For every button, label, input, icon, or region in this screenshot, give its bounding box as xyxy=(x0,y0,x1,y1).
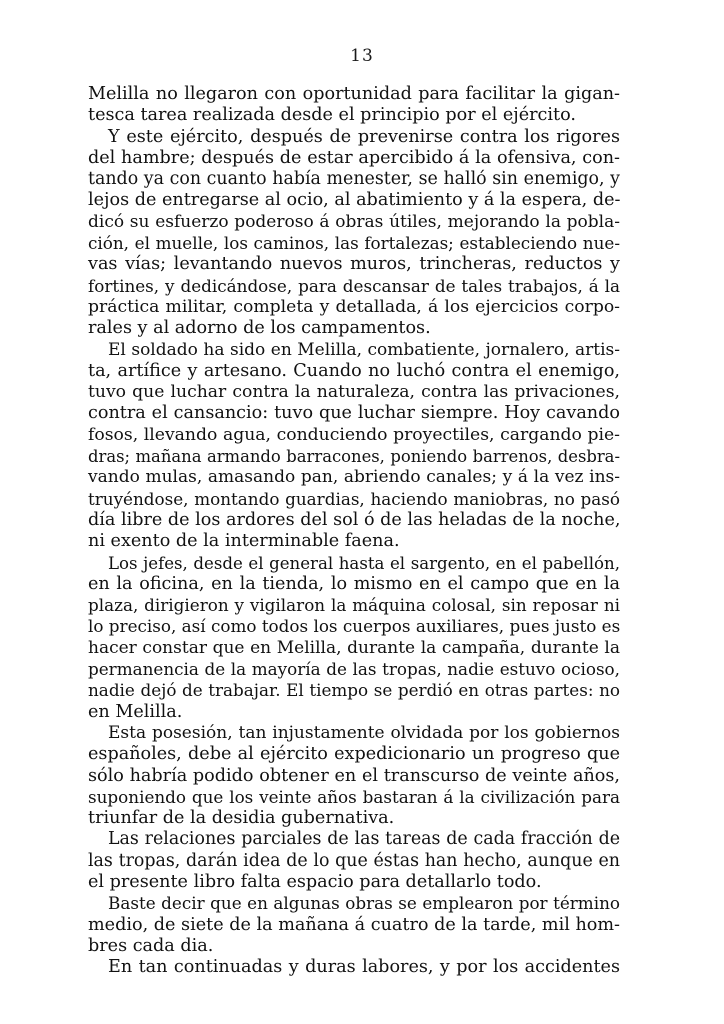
text-line: bres cada dia. xyxy=(88,935,214,956)
text-line: fortines, y dedicándose, para descansar de tales trabajos, á la xyxy=(88,275,620,296)
text-line: dras; mañana armando barracones, poniendo barrenos, desbra- xyxy=(88,447,620,467)
text-line: contra el cansancio: tuvo que luchar siempre. Hoy cavando xyxy=(88,403,620,424)
text-line: en la oficina, en la tienda, lo mismo en el campo que en la xyxy=(88,573,620,594)
text-line: ción, el muelle, los caminos, las fortalezas; estableciendo nue- xyxy=(88,233,620,254)
text-line: las tropas, darán idea de lo que éstas han hecho, aunque en xyxy=(88,850,620,871)
text-line: del hambre; después de estar apercibido á la ofensiva, con- xyxy=(88,147,620,168)
text-line: Melilla no llegaron con oportunidad para facilitar la gigan- xyxy=(88,84,620,104)
text-line: hacer constar que en Melilla, durante la campaña, durante la xyxy=(88,637,620,658)
text-line: Esta posesión, tan injustamente olvidada por los gobiernos xyxy=(108,722,620,743)
text-line: Las relaciones parciales de las tareas de cada fracción de xyxy=(108,829,620,850)
text-line: plaza, dirigieron y vigilaron la máquina colosal, sin reposar ni xyxy=(88,595,620,616)
text-line: medio, de siete de la mañana á cuatro de la tarde, mil hom- xyxy=(88,914,620,935)
text-line: vas vías; levantando nuevos muros, trincheras, reductos y xyxy=(88,254,620,275)
text-line: fosos, llevando agua, conduciendo proyectiles, cargando pie- xyxy=(88,424,620,445)
text-line: Los jefes, desde el general hasta el sargento, en el pabellón, xyxy=(108,553,620,573)
text-line: ni exento de la interminable faena. xyxy=(88,531,400,552)
text-line: El soldado ha sido en Melilla, combatiente, jornalero, artis- xyxy=(108,339,620,360)
text-line: en Melilla. xyxy=(88,701,183,722)
text-line: dicó su esfuerzo poderoso á obras útiles, mejorando la pobla- xyxy=(88,211,620,232)
text-line: permanencia de la mayoría de las tropas, nadie estuvo ocioso, xyxy=(88,659,620,680)
text-line: sólo habría podido obtener en el transcurso de veinte años, xyxy=(88,765,620,786)
text-line: día libre de los ardores del sol ó de las heladas de la noche, xyxy=(88,509,621,530)
text-line: tando ya con cuanto había menester, se halló sin enemigo, y xyxy=(88,169,620,190)
text-line: lejos de entregarse al ocio, al abatimiento y á la espera, de- xyxy=(88,190,621,211)
text-line: el presente libro falta espacio para detallarlo todo. xyxy=(88,871,542,892)
text-line: tuvo que luchar contra la naturaleza, contra las privaciones, xyxy=(88,382,620,403)
text-line: Baste decir que en algunas obras se emplearon por término xyxy=(108,893,620,914)
text-line: triunfar de la desidia gubernativa. xyxy=(88,808,395,829)
text-line: rales y al adorno de los campamentos. xyxy=(88,318,431,339)
page-number: 13 xyxy=(350,46,374,66)
text-line: lo preciso, así como todos los cuerpos auxiliares, pues justo es xyxy=(88,616,621,637)
text-line: Y este ejército, después de prevenirse contra los rigores xyxy=(108,126,620,147)
text-line: truyéndose, montando guardias, haciendo maniobras, no pasó xyxy=(88,488,620,509)
text-line: En tan continuadas y duras labores, y por los accidentes xyxy=(108,957,620,978)
body-text xyxy=(88,84,620,978)
text-line: nadie dejó de trabajar. El tiempo se perdió en otras partes: no xyxy=(88,680,620,701)
text-line: ta, artífice y artesano. Cuando no luchó contra el enemigo, xyxy=(88,360,620,381)
text-line: práctica militar, completa y detallada, á los ejercicios corpo- xyxy=(88,296,620,317)
text-line: vando mulas, amasando pan, abriendo canales; y á la vez ins- xyxy=(88,467,620,488)
text-line: tesca tarea realizada desde el principio por el ejército. xyxy=(88,105,576,126)
text-line: españoles, debe al ejército expedicionario un progreso que xyxy=(88,744,620,765)
text-line: suponiendo que los veinte años bastaran á la civilización para xyxy=(88,786,620,807)
